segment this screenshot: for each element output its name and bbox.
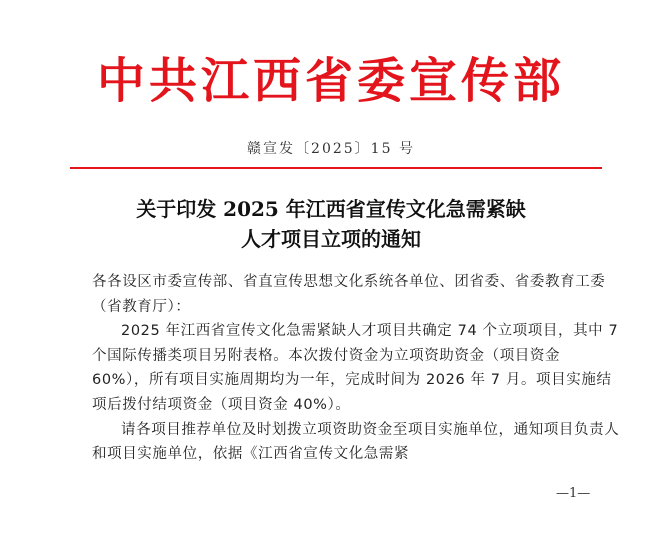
document-title-line-1: 关于印发 2025 年江西省宣传文化急需紧缺	[136, 197, 526, 221]
document-body	[92, 270, 620, 467]
body-paragraph-1: 2025 年江西省宣传文化急需紧缺人才项目共确定 74 个立项项目，其中 7 个国际传播类项目另附表格。本次拨付资金为立项资助资金（项目资金 60%），所有项目实施周期均为一年，完成时间为 2026 年 7 月。项目实施结项后拨付结项资金（项目资金 40%）。	[92, 323, 619, 413]
document-title	[0, 194, 662, 254]
recipients-paragraph: 各各设区市委宣传部、省直宣传思想文化系统各单位、团省委、省委教育工委（省教育厅）：	[92, 274, 606, 315]
page-number: —1—	[556, 486, 591, 501]
document-title-line-2: 人才项目立项的通知	[241, 227, 421, 251]
issuer-masthead: 中共江西省委宣传部	[96, 53, 565, 109]
red-separator-line	[70, 167, 602, 169]
document-number: 赣宣发〔2025〕15 号	[247, 141, 415, 157]
body-paragraph-2: 请各项目推荐单位及时划拨立项资助资金至项目实施单位，通知项目负责人和项目实施单位，依据《江西省宣传文化急需紧	[92, 421, 620, 463]
